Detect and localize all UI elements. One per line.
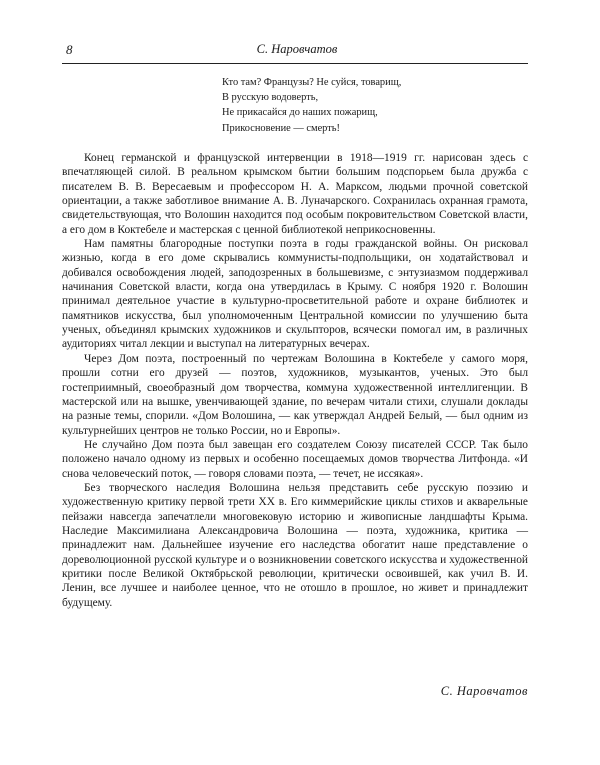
page-header — [66, 42, 528, 62]
paragraph: Конец германской и французской интервенции в 1918—1919 гг. нарисован здесь с впечатляющей силой. В реальном крымском бытии большим подспорьем была дружба с писателем В. В. Вересаевым и профессором Н. А. Марксом, людьми прочной советской ориентации, а также заботливое внимание А. В. Луначарского. Сохранилась охранная грамота, свидетельствующая, что Волошин находится под особым покровительством Советской власти, а его дом в Коктебеле и мастерская с ценной библиотекой неприкосновенны. — [62, 152, 528, 236]
poem-line: Не прикасайся до наших пожарищ, — [222, 107, 378, 119]
running-title: С. Наровчатов — [256, 42, 338, 56]
paragraph: Не случайно Дом поэта был завещан его создателем Союзу писателей СССР. Так было положено начало одному из первых и особенно посещаемых домов творчества Литфонда. «И снова человеческий поток, — говоря словами поэта, — течет, не иссякая». — [62, 438, 528, 480]
paragraph: Нам памятны благородные поступки поэта в годы гражданской войны. Он рисковал жизнью, когда в его доме скрывались коммунисты-подпольщики, он ходатайствовал и добивался освобождения людей, заподозренных в большевизме, с энтузиазмом поддерживал начинания Советской власти, когда она утвердилась в Крыму. С ноября 1920 г. Волошин принимал деятельное участие в культурно-просветительной работе и охране библиотек и памятников искусства, был уполномоченным Центральной комиссии по улучшению быта ученых, объединял крымских художников и скульпторов, всячески помогал им, в различных аудиториях читал лекции и выступал на литературных вечерах. — [62, 238, 528, 351]
paragraph: Через Дом поэта, построенный по чертежам Волошина в Коктебеле у самого моря, прошли сотни его друзей — поэтов, художников, музыкантов, ученых. Это был гостеприимный, своеобразный дом творчества, коммуна художественной интеллигенции. В мастерской или на вышке, увенчивающей здание, по вечерам читали стихи, слушали доклады на разные темы, спорили. «Дом Волошина, — как утверждал Андрей Белый, — был одним из культурнейших центров не только России, но и Европы». — [62, 352, 528, 437]
poem-epigraph — [222, 75, 401, 136]
paragraph: Без творческого наследия Волошина нельзя представить себе русскую поэзию и художественную критику первой трети XX в. Его киммерийские циклы стихов и акварельные пейзажи навсегда запечатлели многовековую историю и живописные ландшафты Крыма. Наследие Максимилиана Александровича Волошина — поэта, художника, критика — принадлежит нам. Дальнейшее изучение его наследства обогатит наше представление о дореволюционной русской культуре и о возникновении советского искусства и художественной критики после Великой Октябрьской революции, критически освоившей, как учил В. И. Ленин, все лучшее и наиболее ценное, что не отошло в прошлое, но живет и принадлежит будущему. — [62, 481, 528, 609]
author-signature: С. Наровчатов — [440, 684, 528, 698]
poem-line: Прикосновение — смерть! — [222, 122, 340, 134]
article-body — [62, 151, 528, 610]
page-number: 8 — [66, 42, 73, 57]
poem-line: В русскую водоверть, — [222, 92, 319, 104]
header-rule — [62, 63, 528, 64]
poem-line: Кто там? Французы? Не суйся, товарищ, — [222, 77, 402, 88]
